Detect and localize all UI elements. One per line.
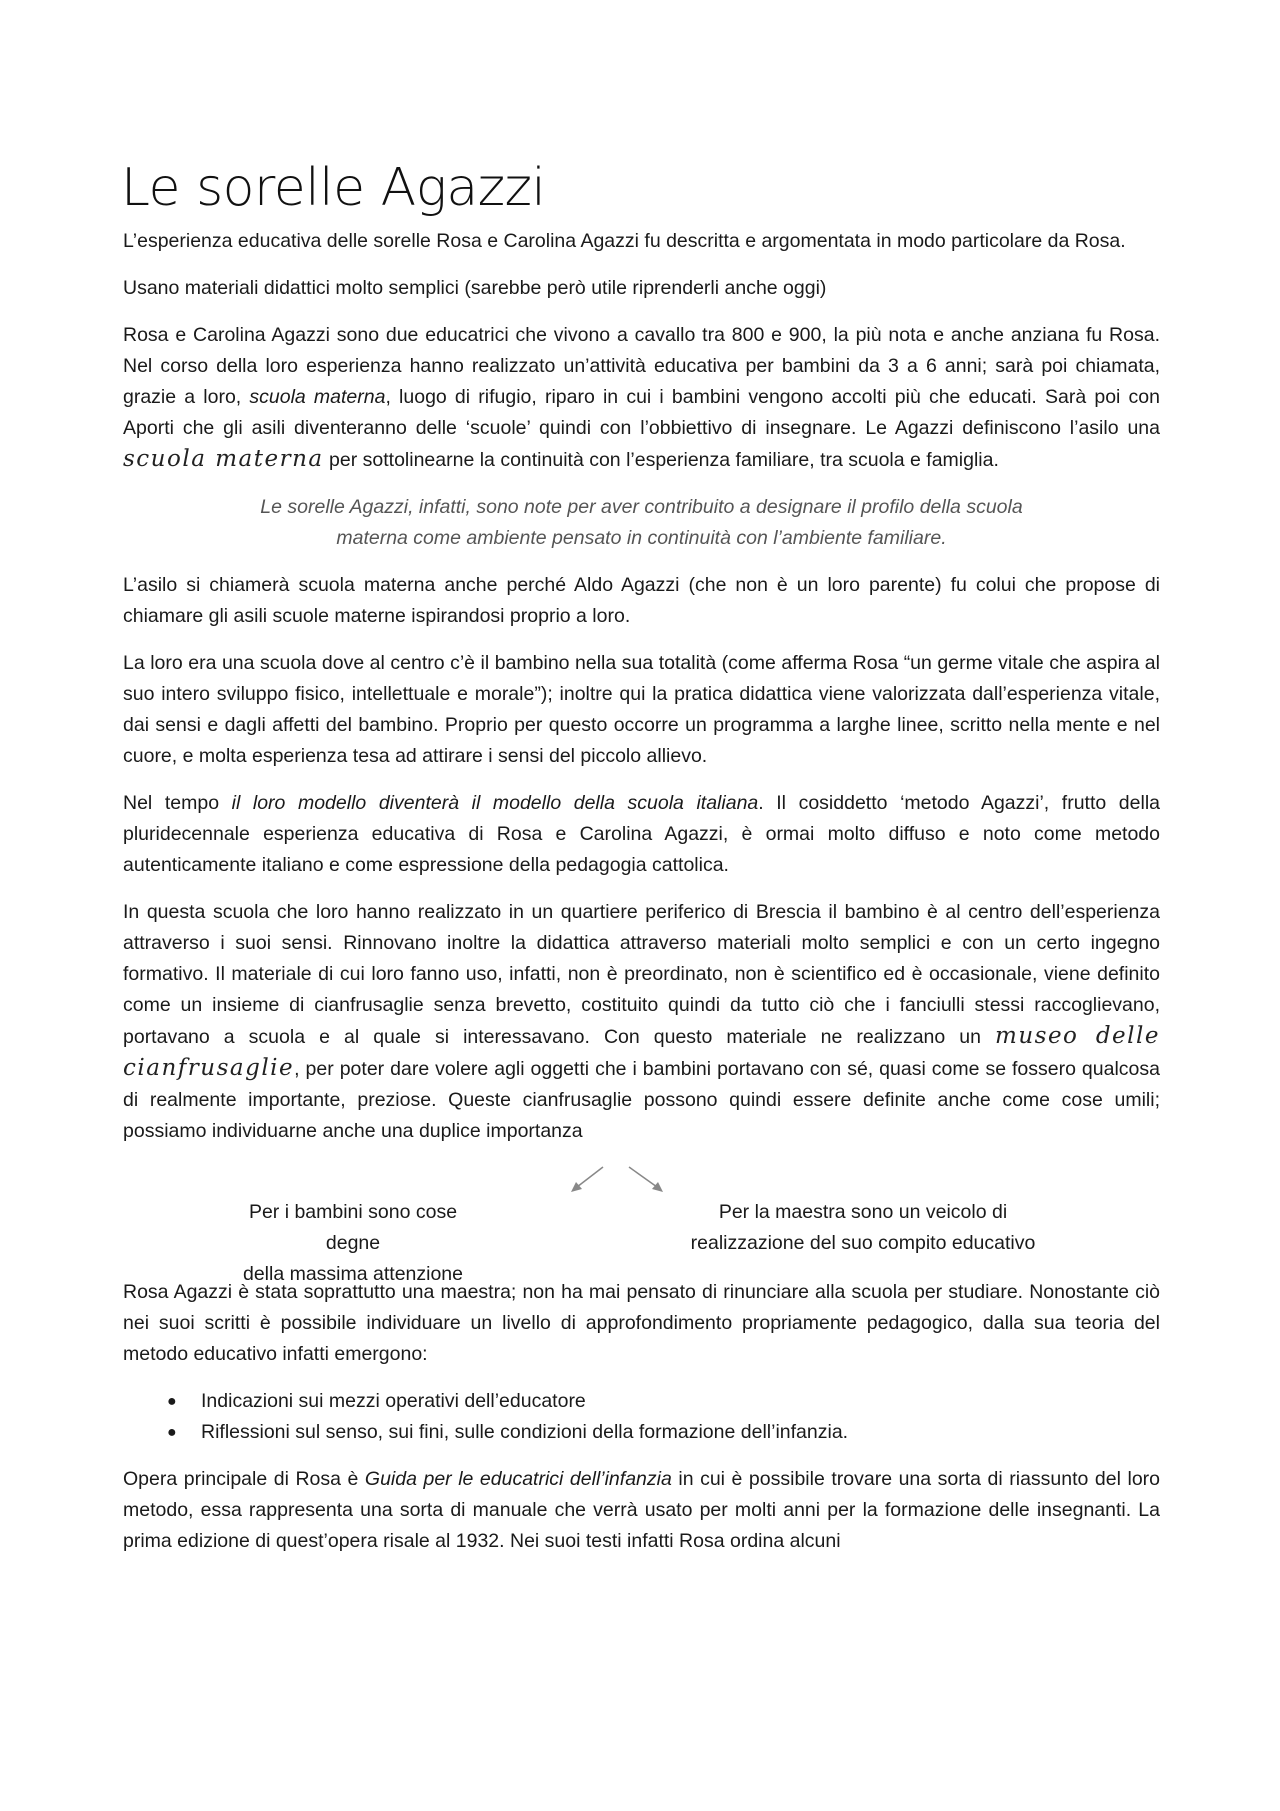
text-run: , luogo di rifugio, riparo in cui i bambini vengono accolti più che educati. Sarà poi con Aporti che gli asili diventeranno delle ‘scuole’ quindi con l’obbiettivo di insegnare. Le Agazzi definiscono l’asilo una xyxy=(123,386,1160,439)
text-run: per sottolinearne la continuità con l’esperienza familiare, tra scuola e famiglia. xyxy=(323,449,999,471)
paragraph-educators xyxy=(123,320,1160,476)
paragraph-rosa: Rosa Agazzi è stata soprattutto una maestra; non ha mai pensato di rinunciare alla scuola per studiare. Nonostante ciò nei suoi scritti è possibile individuare un livello di approfondimento propriamente pedagogico, dalla sua teoria del metodo educativo infatti emergono: xyxy=(123,1281,1160,1365)
paragraph-materials: Usano materiali didattici molto semplici (sarebbe però utile riprenderli anche oggi) xyxy=(123,277,827,299)
bullet-list xyxy=(123,1386,1160,1448)
branch-children xyxy=(223,1197,483,1290)
bullet-icon: ● xyxy=(167,1424,177,1441)
paragraph-museum xyxy=(123,897,1160,1147)
branch-line: Per la maestra sono un veicolo di xyxy=(718,1201,1008,1223)
paragraph-guide xyxy=(123,1464,1160,1557)
text-run: , per poter dare volere agli oggetti che i bambini portavano con sé, quasi come se fossero qualcosa di realmente importante, preziose. Queste cianfrusaglie possono quindi essere definite anche come cose umili; possiamo individuarne anche una duplice importanza xyxy=(123,1058,1160,1142)
text-run: . Il cosiddetto ‘metodo Agazzi’, frutto della pluridecennale esperienza educativa di Rosa e Carolina Agazzi, è ormai molto diffuso e noto come metodo autenticamente italiano e come espressione della pedagogia cattolica. xyxy=(123,792,1161,876)
text-run: in cui è possibile trovare una sorta di riassunto del loro metodo, essa rappresenta una sorta di manuale che verrà usato per molti anni per la formazione delle insegnanti. La prima edizione di quest’opera risale al 1932. Nei suoi testi infatti Rosa ordina alcuni xyxy=(123,1468,1161,1552)
paragraph-child-centered: La loro era una scuola dove al centro c’è il bambino nella sua totalità (come afferma Rosa “un germe vitale che aspira al suo intero sviluppo fisico, intellettuale e morale”); inoltre qui la pratica didattica viene valorizzata dall’esperienza vitale, dai sensi e dagli affetti del bambino. Proprio per questo occorre un programma a larghe linee, scritto nella mente e nel cuore, e molta esperienza tesa ad attirare i sensi del piccolo allievo. xyxy=(123,652,1160,767)
italic-text: il loro modello diventerà il modello della scuola italiana xyxy=(231,792,759,814)
branch-line: realizzazione del suo compito educativo xyxy=(690,1232,1036,1254)
paragraph-naming: L’asilo si chiamerà scuola materna anche perché Aldo Agazzi (che non è un loro parente) fu colui che propose di chiamare gli asili scuole materne ispirandosi proprio a loro. xyxy=(123,574,1160,627)
page-title: Le sorelle Agazzi xyxy=(121,158,546,218)
italic-text: scuola materna xyxy=(249,386,386,408)
text-run: Opera principale di Rosa è xyxy=(123,1468,365,1490)
bullet-icon: ● xyxy=(167,1393,177,1410)
branch-teacher xyxy=(653,1197,1073,1259)
text-run: In questa scuola che loro hanno realizzato in un quartiere periferico di Brescia il bambino è al centro dell’esperienza attraverso i suoi sensi. Rinnovano inoltre la didattica attraverso materiali molto semplici e con un certo ingegno formativo. Il materiale di cui loro fanno uso, infatti, non è preordinato, non è scientifico ed è occasionale, viene definito come un insieme di cianfrusaglie senza brevetto, costituito quindi da tutto ciò che i fanciulli stessi raccoglievano, portavano a scuola e al quale si interessavano. Con questo materiale ne realizzano un xyxy=(123,901,1160,1048)
decorative-text: museo delle cianfrusaglie xyxy=(123,1023,1160,1081)
quote-line: materna come ambiente pensato in continuità con l’ambiente familiare. xyxy=(336,527,947,549)
list-item-text: Indicazioni sui mezzi operativi dell’educatore xyxy=(201,1390,586,1412)
text-run: Rosa e Carolina Agazzi sono due educatrici che vivono a cavallo tra 800 e 900, la più nota e anche anziana fu Rosa. Nel corso della loro esperienza hanno realizzato un’attività educativa per bambini da 3 a 6 anni; sarà poi chiamata, grazie a loro, xyxy=(123,324,1160,408)
paragraph-intro: L’esperienza educativa delle sorelle Rosa e Carolina Agazzi fu descritta e argomentata in modo particolare da Rosa. xyxy=(123,230,1126,252)
decorative-text: scuola materna xyxy=(123,446,324,472)
text-run: Nel tempo xyxy=(123,792,232,814)
list-item xyxy=(167,1417,1160,1448)
importance-diagram xyxy=(123,1163,1160,1285)
paragraph-model xyxy=(123,788,1160,881)
quote-line: Le sorelle Agazzi, infatti, sono note per aver contribuito a designare il profilo della scuola xyxy=(260,496,1023,518)
branch-line: Per i bambini sono cose degne xyxy=(248,1201,458,1254)
branch-line: della massima attenzione xyxy=(242,1263,464,1285)
italic-text: Guida per le educatrici dell’infanzia xyxy=(364,1468,672,1490)
list-item xyxy=(167,1386,1160,1417)
list-item-text: Riflessioni sul senso, sui fini, sulle condizioni della formazione dell’infanzia. xyxy=(201,1421,849,1443)
highlighted-quote xyxy=(183,492,1100,554)
